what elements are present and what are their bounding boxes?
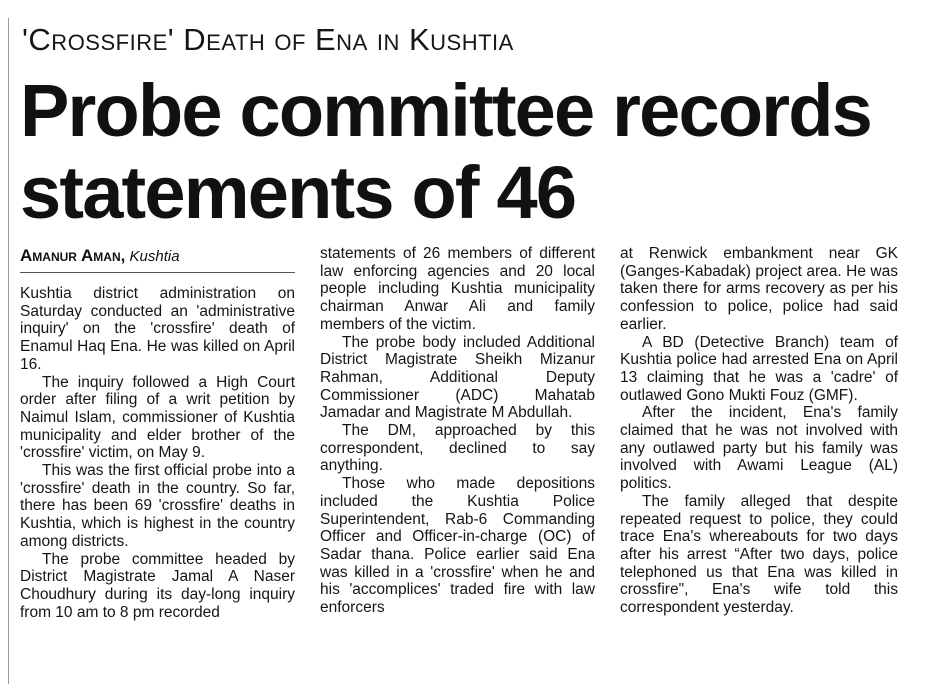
paragraph: This was the first official probe into a 'crossfire' death in the country. So far, there has been 69 'crossfire' deaths in Kushtia, which is highest in the country among districts.: [20, 462, 295, 550]
paragraph: statements of 26 members of different law enforcing agencies and 20 local people including Kushtia municipality chairman Anwar Ali and family members of the victim.: [320, 245, 595, 333]
paragraph: The probe body included Additional District Magistrate Sheikh Mizanur Rahman, Additional Deputy Commissioner (ADC) Mahatab Jamadar and Magistrate M Abdullah.: [320, 333, 595, 422]
paragraph: at Renwick embankment near GK (Ganges-Kabadak) project area. He was taken there for arms recovery as per his confession to police, police had said earlier.: [620, 245, 898, 333]
article-column-2: [320, 245, 595, 617]
byline: [20, 246, 295, 273]
headline-line-1: Probe committee records: [20, 69, 872, 152]
paragraph: The probe committee headed by District Magistrate Jamal A Naser Choudhury during its day-long inquiry from 10 am to 8 pm recorded: [20, 550, 295, 621]
paragraph: Kushtia district administration on Saturday conducted an 'administrative inquiry' on the 'crossfire' death of Enamul Haq Ena. He was killed on April 16.: [20, 285, 295, 373]
paragraph: A BD (Detective Branch) team of Kushtia police had arrested Ena on April 13 claiming that he was a 'cadre' of outlawed Gono Mukti Fouz (GMF).: [620, 333, 898, 404]
paragraph: Those who made depositions included the Kushtia Police Superintendent, Rab-6 Commanding Officer and Officer-in-charge (OC) of Sadar thana. Police earlier said Ena was killed in a 'crossfire' when he and his 'accomplices' traded fire with law enforcers: [320, 475, 595, 617]
byline-location: Kushtia: [129, 248, 180, 265]
headline: [20, 70, 871, 234]
kicker: 'Crossfire' Death of Ena in Kushtia: [22, 22, 514, 57]
paragraph: The family alleged that despite repeated request to police, they could trace Ena's whereabouts for two days after his arrest “After two days, police telephoned us that Ena was killed in crossfire", Ena's wife told this correspondent yesterday.: [620, 492, 898, 617]
headline-line-2: statements of 46: [20, 151, 576, 234]
byline-author: Amanur Aman,: [20, 246, 126, 265]
paragraph: The DM, approached by this correspondent, declined to say anything.: [320, 422, 595, 475]
paragraph: The inquiry followed a High Court order after filing of a writ petition by Naimul Islam, commissioner of Kushtia municipality and elder brother of the 'crossfire' victim, on May 9.: [20, 373, 295, 462]
paragraph: After the incident, Ena's family claimed that he was not involved with any outlawed party but his family was involved with Awami League (AL) politics.: [620, 404, 898, 493]
article-column-1: [20, 285, 295, 621]
column-rule: [8, 18, 9, 684]
article-column-3: [620, 245, 898, 617]
